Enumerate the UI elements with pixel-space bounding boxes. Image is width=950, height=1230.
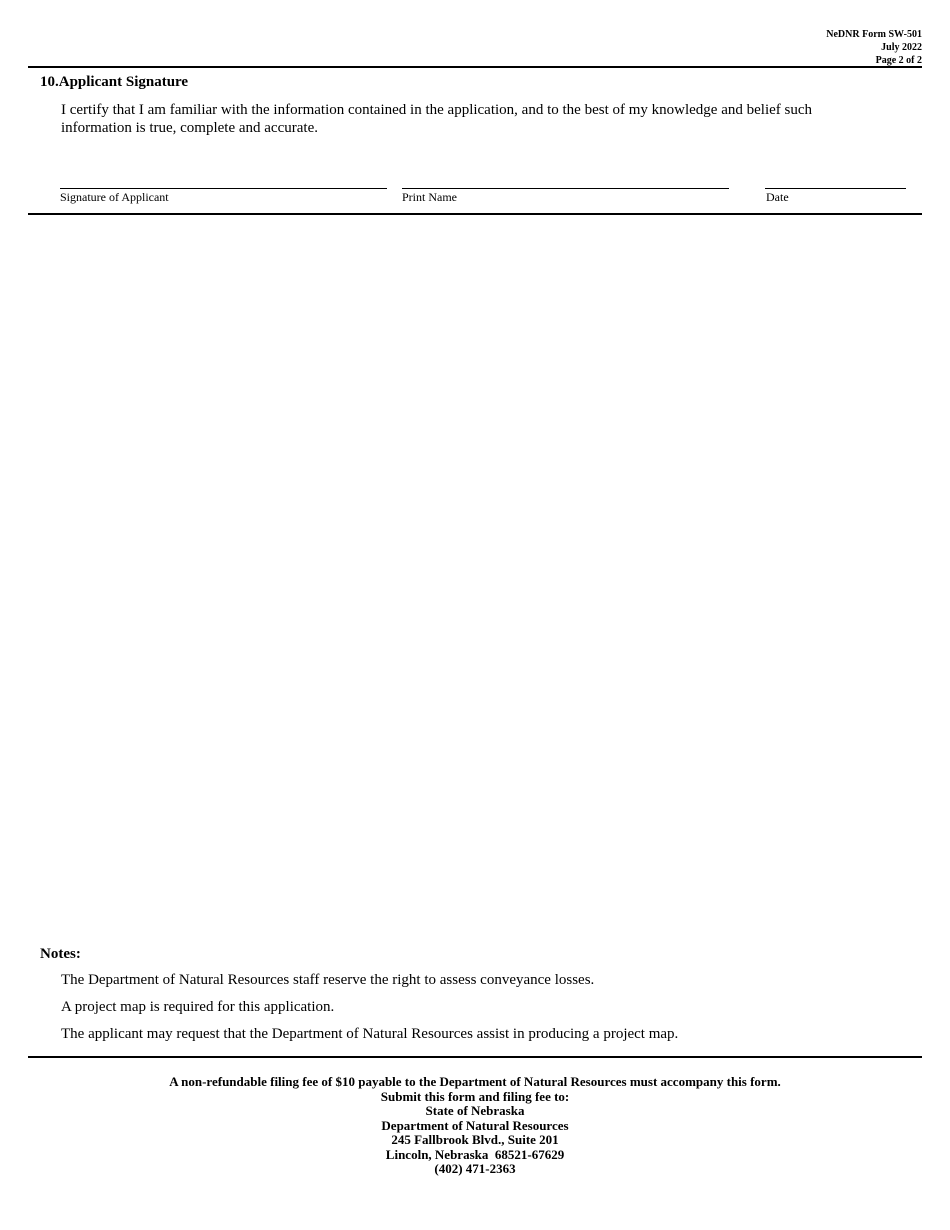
state-name: State of Nebraska [425, 1103, 525, 1118]
signature-label: Signature of Applicant [60, 190, 169, 204]
street-address: 245 Fallbrook Blvd., Suite 201 [391, 1132, 559, 1147]
note-item: A project map is required for this application. [61, 999, 335, 1015]
date-label: Date [766, 190, 789, 204]
certification-text: I certify that I am familiar with the information contained in the application, and to the best of my knowledge and belief such information is true, complete and accurate. [61, 102, 813, 136]
section-divider [28, 213, 922, 215]
header-divider [28, 66, 922, 68]
fee-notice: A non-refundable filing fee of $10 payable to the Department of Natural Resources must accompany this form. [169, 1074, 781, 1089]
section-title: 10.Applicant Signature [40, 74, 189, 90]
note-item: The Department of Natural Resources staff reserve the right to assess conveyance losses. [61, 972, 595, 988]
form-id: NeDNR Form SW-501 [826, 29, 922, 40]
print-name-line[interactable] [402, 188, 729, 189]
phone-number: (402) 471-2363 [434, 1161, 516, 1176]
city-address: Lincoln, Nebraska 68521-67629 [385, 1146, 565, 1162]
submit-instruction: Submit this form and filing fee to: [380, 1088, 570, 1104]
date-line[interactable] [765, 188, 906, 189]
notes-title: Notes: [40, 946, 81, 962]
signature-line[interactable] [60, 188, 387, 189]
department-name: Department of Natural Resources [381, 1117, 569, 1133]
submission-footer [0, 1075, 950, 1177]
form-header [826, 28, 922, 67]
footer-divider [28, 1056, 922, 1058]
form-date: July 2022 [881, 42, 922, 53]
note-item: The applicant may request that the Department of Natural Resources assist in producing a project map. [61, 1026, 679, 1042]
print-name-label: Print Name [402, 190, 457, 204]
page-number: Page 2 of 2 [875, 55, 922, 66]
